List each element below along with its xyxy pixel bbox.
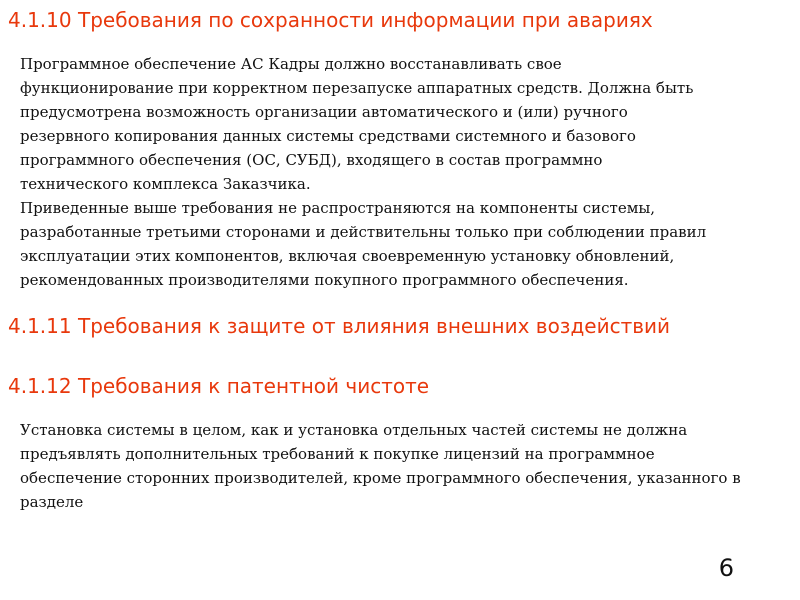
text-line: Программное обеспечение АС Кадры должно восстанавливать свое <box>20 55 562 73</box>
text-line: Установка системы в целом, как и установка отдельных частей системы не должна <box>20 421 688 439</box>
text-line: разделе <box>20 493 84 511</box>
section-heading-4-1-10: 4.1.10 Требования по сохранности информации при авариях <box>8 8 653 32</box>
page-number: 6 <box>718 554 734 582</box>
section-heading-4-1-11: 4.1.11 Требования к защите от влияния внешних воздействий <box>8 314 671 338</box>
section-heading-4-1-12: 4.1.12 Требования к патентной чистоте <box>8 374 430 398</box>
text-line: обеспечение сторонних производителей, кроме программного обеспечения, указанного в <box>20 469 741 487</box>
paragraph-data-recovery <box>20 52 780 292</box>
text-line: Приведенные выше требования не распространяются на компоненты системы, <box>20 199 656 217</box>
text-line: программного обеспечения (ОС, СУБД), входящего в состав программно <box>20 151 603 169</box>
text-line: резервного копирования данных системы средствами системного и базового <box>20 127 636 145</box>
text-line: функционирование при корректном перезапуске аппаратных средств. Должна быть <box>20 79 694 97</box>
text-line: технического комплекса Заказчика. <box>20 175 311 193</box>
text-line: эксплуатации этих компонентов, включая своевременную установку обновлений, <box>20 247 675 265</box>
paragraph-patent-purity <box>20 418 795 514</box>
text-line: предусмотрена возможность организации автоматического и (или) ручного <box>20 103 628 121</box>
text-line: разработанные третьими сторонами и действительны только при соблюдении правил <box>20 223 707 241</box>
text-line: предъявлять дополнительных требований к покупке лицензий на программное <box>20 445 655 463</box>
text-line: рекомендованных производителями покупного программного обеспечения. <box>20 271 629 289</box>
